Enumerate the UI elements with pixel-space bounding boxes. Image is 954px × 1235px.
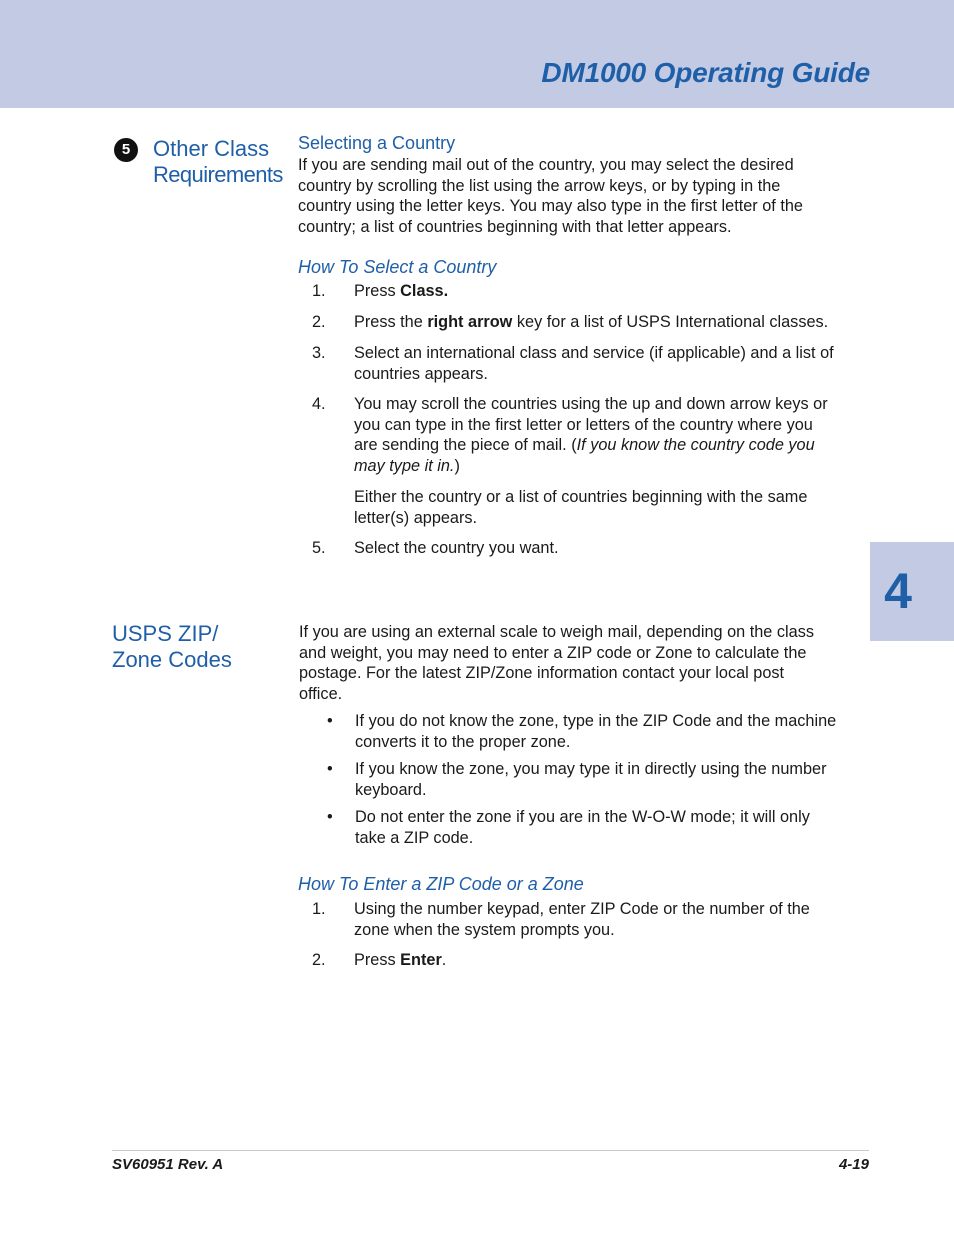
- bullet-line: If you do not know the zone, type in the ZIP Code and the machine: [355, 712, 837, 730]
- section-heading-zip-zone: [112, 621, 232, 673]
- zip-zone-intro: [299, 622, 814, 704]
- header-band: [0, 0, 954, 108]
- key-name: Enter: [400, 951, 442, 969]
- bullet-line: take a ZIP code.: [355, 828, 474, 847]
- key-name: right arrow: [427, 313, 513, 331]
- bullet-item: [355, 807, 810, 848]
- note-line: letter(s) appears.: [354, 508, 478, 527]
- step-line: you can type in the first letter or letters of the country where you: [354, 415, 813, 434]
- chapter-number: 4: [884, 563, 912, 619]
- intro-line: office.: [299, 684, 343, 703]
- intro-line: and weight, you may need to enter a ZIP code or Zone to calculate the: [299, 643, 807, 662]
- subheading-selecting-country: Selecting a Country: [298, 133, 456, 153]
- footer-doc-id: SV60951 Rev. A: [112, 1156, 224, 1173]
- step-number: 2.: [312, 313, 326, 331]
- chapter-tab: [870, 542, 954, 641]
- intro-line: If you are sending mail out of the country, you may select the desired: [298, 156, 794, 174]
- italic-note: If you know the country code you: [576, 436, 815, 454]
- heading-line: Requirements: [153, 162, 283, 187]
- step-text: [354, 281, 448, 302]
- key-name: Class.: [400, 282, 449, 300]
- step-text: [354, 394, 828, 476]
- step-number: 5.: [312, 539, 326, 557]
- bullet-line: keyboard.: [355, 780, 427, 799]
- subheading-how-to-enter-zip: How To Enter a ZIP Code or a Zone: [298, 874, 584, 894]
- step-line: [354, 435, 828, 456]
- bullet-item: [355, 711, 836, 752]
- bullet-marker: •: [327, 712, 333, 730]
- step-text-part: Press: [354, 282, 401, 300]
- step-text: [354, 343, 834, 384]
- step-note: [354, 487, 807, 528]
- step-line: You may scroll the countries using the up and down arrow keys or: [354, 395, 828, 413]
- italic-note: may type it in.: [354, 456, 455, 475]
- step-line: Select an international class and service (if applicable) and a list of: [354, 344, 834, 362]
- step-text: [354, 950, 446, 971]
- bullet-line: Do not enter the zone if you are in the W-O-W mode; it will only: [355, 808, 810, 826]
- step-number: 4.: [312, 395, 326, 413]
- step-number: 1.: [312, 900, 326, 918]
- bullet-marker: •: [327, 760, 333, 778]
- heading-line: USPS ZIP/: [112, 621, 219, 646]
- bullet-line: If you know the zone, you may type it in directly using the number: [355, 760, 827, 778]
- step-number: 3.: [312, 344, 326, 362]
- step-text: [354, 312, 828, 333]
- footer-divider: [112, 1150, 869, 1151]
- guide-title: DM1000 Operating Guide: [541, 57, 870, 88]
- heading-line: Other Class: [153, 136, 270, 161]
- step-line: countries appears.: [354, 364, 488, 383]
- step-text-part: are sending the piece of mail. (: [354, 436, 577, 454]
- bullet-item: [355, 759, 827, 800]
- step-text: [354, 899, 810, 940]
- step-text-part: key for a list of USPS International classes.: [512, 313, 829, 331]
- intro-line: postage. For the latest ZIP/Zone information contact your local post: [299, 664, 785, 682]
- step-text: Select the country you want.: [354, 539, 559, 557]
- step-text-part: Press: [354, 951, 401, 969]
- subheading-how-to-select-country: How To Select a Country: [298, 257, 497, 277]
- step-text-part: ): [454, 456, 460, 475]
- step-text-part: Press the: [354, 313, 428, 331]
- bullet-line: converts it to the proper zone.: [355, 732, 571, 751]
- step-text-part: .: [441, 951, 447, 969]
- section-heading-other-class: [153, 136, 283, 188]
- heading-line: Zone Codes: [112, 647, 232, 672]
- intro-line: If you are using an external scale to weigh mail, depending on the class: [299, 623, 814, 641]
- step-number: 1.: [312, 282, 326, 300]
- bullet-marker: •: [327, 808, 333, 826]
- intro-line: country using the letter keys. You may also type in the first letter of the: [298, 197, 803, 215]
- note-line: Either the country or a list of countries beginning with the same: [354, 488, 808, 506]
- step-line: zone when the system prompts you.: [354, 920, 615, 939]
- intro-line: country; a list of countries beginning with that letter appears.: [298, 217, 732, 236]
- step-line: Using the number keypad, enter ZIP Code or the number of the: [354, 900, 810, 918]
- selecting-country-intro: [298, 155, 803, 237]
- footer-page-number: 4-19: [838, 1156, 869, 1173]
- step-number: 2.: [312, 951, 326, 969]
- step-line: [354, 456, 828, 477]
- intro-line: country by scrolling the list using the arrow keys, or by typing in the: [298, 176, 781, 195]
- step-badge: 5: [114, 138, 138, 162]
